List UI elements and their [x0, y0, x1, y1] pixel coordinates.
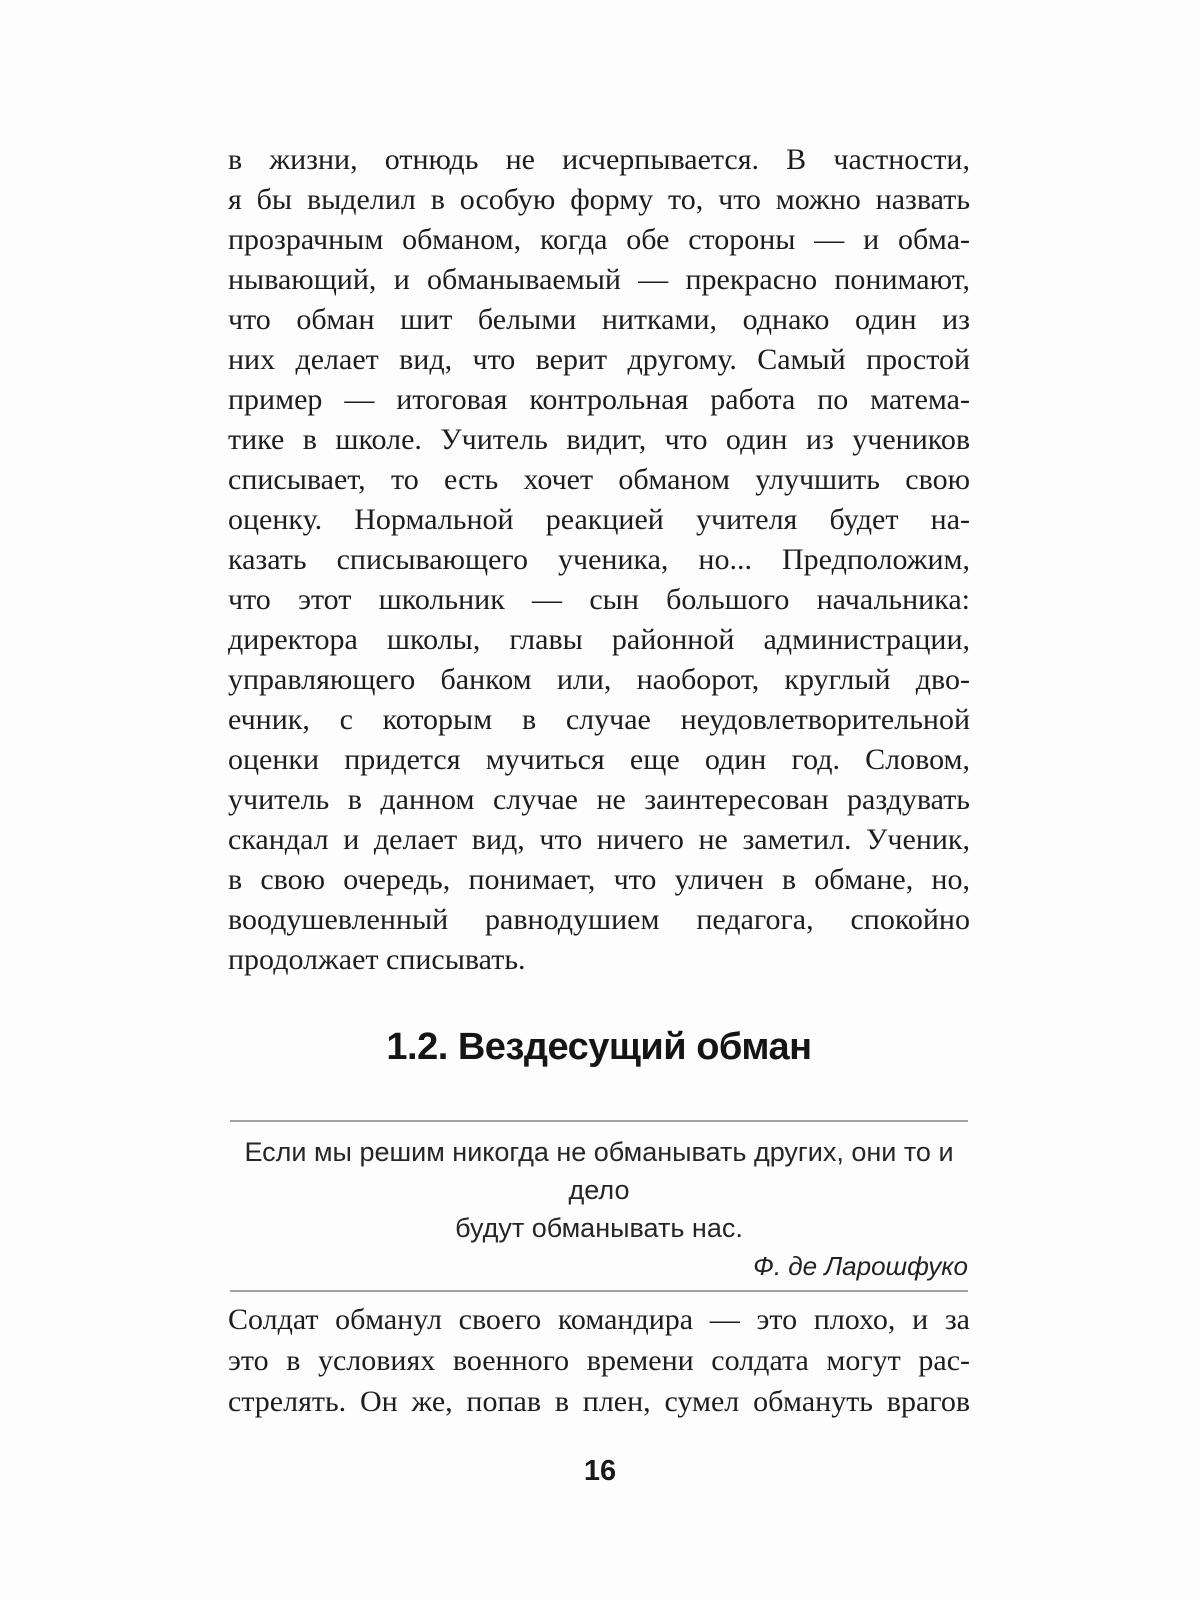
text-line: учитель в данном случае не заинтересован раздувать	[228, 783, 970, 816]
text-line: что обман шит белыми нитками, однако один из	[228, 303, 970, 336]
text-line: оценку. Нормальной реакцией учителя будет на-	[228, 503, 970, 536]
text-line: Если мы решим никогда не обманывать других, они то и дело	[244, 1137, 954, 1205]
text-line: это в условиях военного времени солдата могут рас-	[228, 1344, 970, 1377]
text-line: воодушевленный равнодушием педагога, спокойно	[228, 903, 970, 936]
text-line: нывающий, и обманываемый — прекрасно понимают,	[228, 263, 970, 296]
epigraph-quote	[230, 1133, 968, 1247]
text-line: что этот школьник — сын большого начальника:	[228, 583, 970, 616]
epigraph-block	[230, 1120, 968, 1292]
body-paragraph-new	[228, 1299, 970, 1422]
text-line: в свою очередь, понимает, что уличен в обмане, но,	[228, 863, 970, 896]
text-line: управляющего банком или, наоборот, круглый дво-	[228, 663, 970, 696]
text-line: них делает вид, что верит другому. Самый простой	[228, 343, 970, 376]
text-line: стрелять. Он же, попав в плен, сумел обмануть врагов	[228, 1385, 970, 1418]
epigraph-attribution: Ф. де Ларошфуко	[753, 1251, 968, 1281]
page-number: 16	[583, 1455, 617, 1487]
text-line: будут обманывать нас.	[455, 1213, 743, 1243]
text-line: оценки придется мучиться еще один год. Словом,	[228, 743, 970, 776]
text-line: пример — итоговая контрольная работа по матема-	[228, 383, 970, 416]
body-paragraph-continuation	[228, 140, 970, 980]
text-line: прозрачным обманом, когда обе стороны — и обма-	[228, 223, 970, 256]
text-line: тике в школе. Учитель видит, что один из учеников	[228, 423, 970, 456]
text-line: Солдат обманул своего командира — это плохо, и за	[228, 1303, 970, 1336]
text-line: я бы выделил в особую форму то, что можно назвать	[228, 183, 970, 216]
text-line: ечник, с которым в случае неудовлетворительной	[228, 703, 970, 736]
text-line: в жизни, отнюдь не исчерпывается. В частности,	[228, 143, 970, 176]
text-line: продолжает списывать.	[228, 943, 526, 976]
text-line: скандал и делает вид, что ничего не заметил. Ученик,	[228, 823, 970, 856]
text-line: казать списывающего ученика, но... Предположим,	[228, 543, 970, 576]
text-line: директора школы, главы районной администрации,	[228, 623, 970, 656]
text-line: списывает, то есть хочет обманом улучшить свою	[228, 463, 970, 496]
section-heading: 1.2. Вездесущий обман	[386, 1026, 812, 1068]
